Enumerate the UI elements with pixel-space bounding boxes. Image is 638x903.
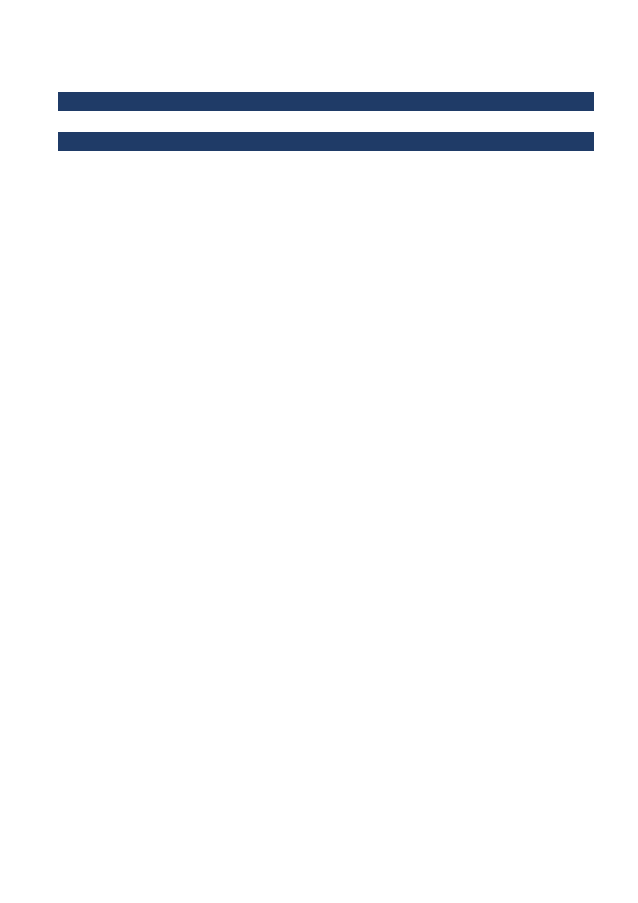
certifications-header — [58, 92, 594, 111]
page-content — [58, 70, 594, 161]
languages-header — [58, 132, 594, 151]
